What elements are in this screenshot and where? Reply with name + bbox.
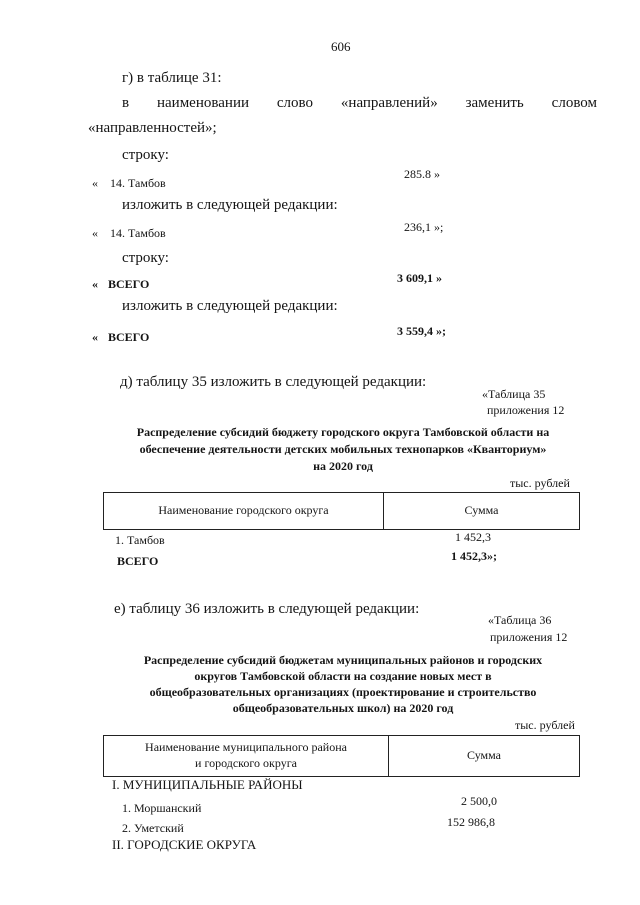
open-quote: «	[92, 277, 98, 291]
old-total-value: 3 609,1 »	[397, 271, 442, 285]
new-total-value: 3 559,4 »;	[397, 324, 446, 338]
units-label: тыс. рублей	[515, 718, 575, 732]
column-header-label: Сумма	[467, 748, 501, 763]
appendix-reference: приложения 12	[490, 630, 568, 644]
column-header-label: Наименование городского округа	[158, 503, 329, 518]
table-row-value: 2 500,0	[461, 794, 497, 808]
amend-d-heading: д) таблицу 35 изложить в следующей редакции:	[120, 374, 427, 390]
group-heading: II. ГОРОДСКИЕ ОКРУГА	[112, 837, 257, 852]
table-row-value: 152 986,8	[447, 815, 495, 829]
units-label: тыс. рублей	[510, 476, 570, 490]
title-line: Распределение субсидий бюджетам муниципальных районов и городских	[143, 653, 543, 667]
title-line: на 2020 год	[313, 459, 373, 473]
title-line: округов Тамбовской области на создание новых мест в	[194, 669, 492, 683]
table-row-name: 2. Уметский	[122, 821, 184, 835]
column-header-sum	[384, 493, 579, 529]
table-total-name: ВСЕГО	[117, 554, 159, 568]
group-heading: I. МУНИЦИПАЛЬНЫЕ РАЙОНЫ	[112, 777, 303, 792]
title-line: Распределение субсидий бюджету городского округа Тамбовской области на	[136, 425, 550, 439]
amend-e-heading: е) таблицу 36 изложить в следующей редакции:	[114, 601, 420, 617]
open-quote: «	[92, 330, 98, 344]
table-row-value: 1 452,3	[455, 530, 491, 544]
new-row-value: 236,1 »;	[404, 220, 444, 234]
new-total-name: ВСЕГО	[108, 330, 150, 344]
new-row-name: 14. Тамбов	[110, 226, 166, 240]
column-header-name	[104, 493, 384, 529]
table-36-title	[100, 652, 586, 716]
table-35-title	[100, 424, 586, 475]
title-line: общеобразовательных школ) на 2020 год	[232, 701, 454, 715]
table-row-name: 1. Тамбов	[115, 533, 165, 547]
old-row-name: 14. Тамбов	[110, 176, 166, 190]
amend-g-instruction-line: в наименовании слово «направлений» заменить словом	[122, 95, 597, 111]
row-label: строку:	[122, 147, 169, 163]
page-number: 606	[331, 39, 351, 54]
open-quote: «	[92, 176, 98, 190]
table-reference: «Таблица 35	[482, 387, 546, 401]
appendix-reference: приложения 12	[487, 403, 565, 417]
row-label: строку:	[122, 250, 169, 266]
table-35-header	[103, 492, 580, 530]
title-line: обеспечение деятельности детских мобильных технопарков «Кванториум»	[139, 442, 547, 456]
column-header-name	[104, 736, 389, 776]
restate-label: изложить в следующей редакции:	[122, 197, 338, 213]
column-header-label: Наименование муниципального района	[145, 740, 347, 755]
column-header-label: и городского округа	[195, 756, 297, 770]
open-quote: «	[92, 226, 98, 240]
title-line: общеобразовательных организациях (проектирование и строительство	[149, 685, 537, 699]
table-row-name: 1. Моршанский	[122, 801, 202, 815]
old-total-name: ВСЕГО	[108, 277, 150, 291]
amend-g-heading: г) в таблице 31:	[122, 70, 222, 86]
restate-label: изложить в следующей редакции:	[122, 298, 338, 314]
amend-g-instruction-continuation: «направленностей»;	[88, 120, 217, 136]
column-header-sum	[389, 736, 579, 776]
old-row-value: 285.8 »	[404, 167, 440, 181]
table-total-value: 1 452,3»;	[451, 549, 497, 563]
table-36-header	[103, 735, 580, 777]
column-header-label: Сумма	[464, 503, 499, 518]
table-reference: «Таблица 36	[488, 613, 552, 627]
